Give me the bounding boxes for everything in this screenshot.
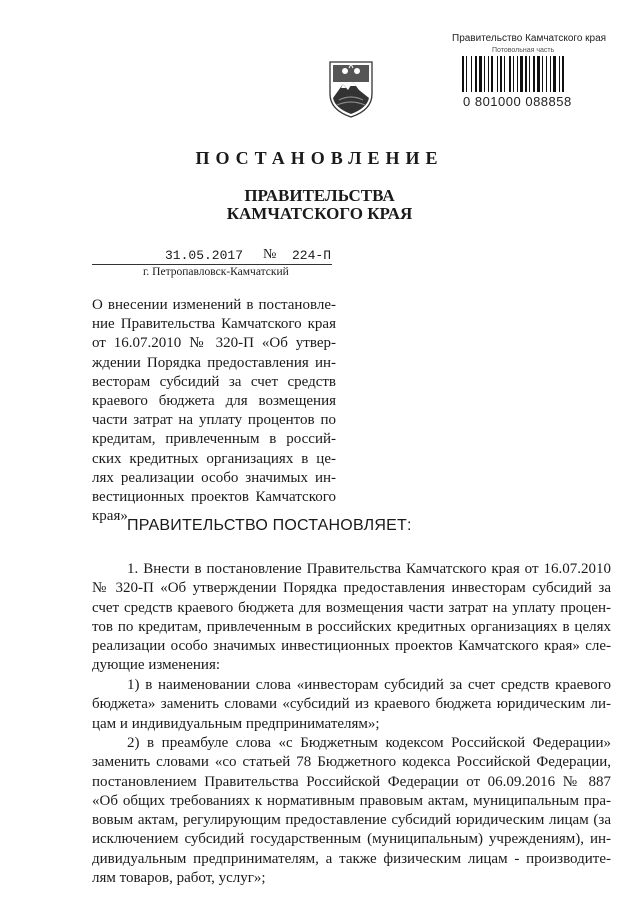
title-line: ние Правительства Камчатского края [92, 316, 336, 333]
barcode-bar [497, 56, 498, 92]
government-line1: ПРАВИТЕЛЬСТВА [244, 186, 395, 205]
barcode-number: 0 801000 088858 [463, 94, 572, 109]
paragraph-line: «Об общих требованиях к нормативным правовым актам, муниципальным пра- [92, 792, 611, 809]
barcode-icon [462, 56, 602, 92]
title-line: вестиционных проектов Камчатского [92, 489, 336, 506]
paragraph-line: дивидуальным предпринимателям, а также физическим лицам - производите- [92, 850, 611, 867]
barcode-bar [488, 56, 489, 92]
barcode-bar [542, 56, 543, 92]
barcode-bar [533, 56, 535, 92]
title-line: ждении Порядка предоставления ин- [92, 354, 336, 371]
barcode-bar [466, 56, 467, 92]
barcode-bar [559, 56, 560, 92]
number-sign: № [263, 247, 277, 262]
title-line: от 16.07.2010 № 320-П «Об утвер- [92, 335, 336, 352]
barcode-bar [529, 56, 530, 92]
barcode-bar [553, 56, 556, 92]
paragraph-line: 2) в преамбуле слова «с Бюджетным кодексом Российской Федерации» [127, 735, 611, 751]
barcode-bar [525, 56, 527, 92]
paragraph-line: заменить словами «со статьей 78 Бюджетного кодекса Российской Федерации, [92, 754, 611, 771]
date-underline [92, 264, 332, 265]
paragraph-line: исключением субсидий государственным (муниципальным) учреждениям), ин- [92, 831, 611, 848]
barcode-bar [484, 56, 485, 92]
barcode-bar [479, 56, 482, 92]
title-line: краевого бюджета для возмещения [92, 393, 336, 410]
barcode-bar [462, 56, 464, 92]
paragraph-line: постановлением Правительства Российской Федерации от 06.09.2016 № 887 [92, 773, 611, 790]
document-heading: ПОСТАНОВЛЕНИЕ [195, 148, 444, 168]
barcode-bar [475, 56, 477, 92]
barcode-bar [537, 56, 540, 92]
title-line: кредитам, привлеченным в россий- [92, 431, 336, 448]
document-number: 224-П [292, 248, 332, 263]
barcode-bar [509, 56, 511, 92]
paragraph-line: 1) в наименовании слова «инвесторам субсидий за счет средств краевого [127, 677, 611, 693]
barcode-title: Правительство Камчатского края [452, 33, 607, 44]
paragraph-line: цам и индивидуальным предпринимателям»; [92, 715, 380, 732]
barcode-bar [550, 56, 551, 92]
paragraph-2 [92, 676, 611, 734]
document-date: 31.05.2017 [165, 248, 244, 263]
title-line: части затрат на уплату процентов по [92, 412, 336, 429]
barcode-bar [513, 56, 514, 92]
barcode-subtitle: Потовольная часть [492, 47, 555, 54]
paragraph-line: № 320-П «Об утверждении Порядка предоставления инвесторам субсидий за [92, 580, 611, 597]
barcode-bar [500, 56, 502, 92]
paragraph-line: лям товаров, работ, услуг»; [92, 870, 266, 887]
barcode-bar [471, 56, 472, 92]
paragraph-line: реализации особо значимых инвестиционных проектов Камчатского края» сле- [92, 638, 611, 655]
paragraph-line: счет средств краевого бюджета для возмещения части затрат на уплату процен- [92, 599, 611, 616]
decree-heading: ПРАВИТЕЛЬСТВО ПОСТАНОВЛЯЕТ: [127, 517, 412, 534]
paragraph-line: бюджета» заменить словами «субсидий из краевого бюджета юридическим ли- [92, 696, 611, 713]
paragraph-line: дующие изменения: [92, 657, 221, 674]
title-line: края» [92, 508, 128, 525]
document-title [92, 296, 336, 526]
government-line2: КАМЧАТСКОГО КРАЯ [226, 204, 413, 223]
barcode-bar [504, 56, 505, 92]
barcode-bar [546, 56, 547, 92]
title-line: лях реализации особо значимых ин- [92, 469, 336, 486]
paragraph-3 [92, 734, 611, 888]
barcode-bar [517, 56, 518, 92]
barcode-bar [562, 56, 564, 92]
title-line: весторам субсидий за счет средств [92, 373, 336, 390]
barcode-bar [520, 56, 523, 92]
paragraph-line: тов по кредитам, привлеченным в российских кредитных организациях в целях [92, 618, 611, 635]
title-line: ских кредитных организациях в це- [92, 450, 336, 467]
paragraph-line: 1. Внести в постановление Правительства Камчатского края от 16.07.2010 [127, 561, 611, 577]
city-label: г. Петропавловск-Камчатский [143, 266, 289, 278]
title-line: О внесении изменений в постановле- [92, 297, 336, 313]
paragraph-1 [92, 560, 611, 676]
paragraph-line: вовым актам, регулирующим предоставление субсидий юридическим лицам (за [92, 812, 611, 829]
kamchatka-emblem-icon [327, 60, 375, 118]
barcode-bar [491, 56, 493, 92]
